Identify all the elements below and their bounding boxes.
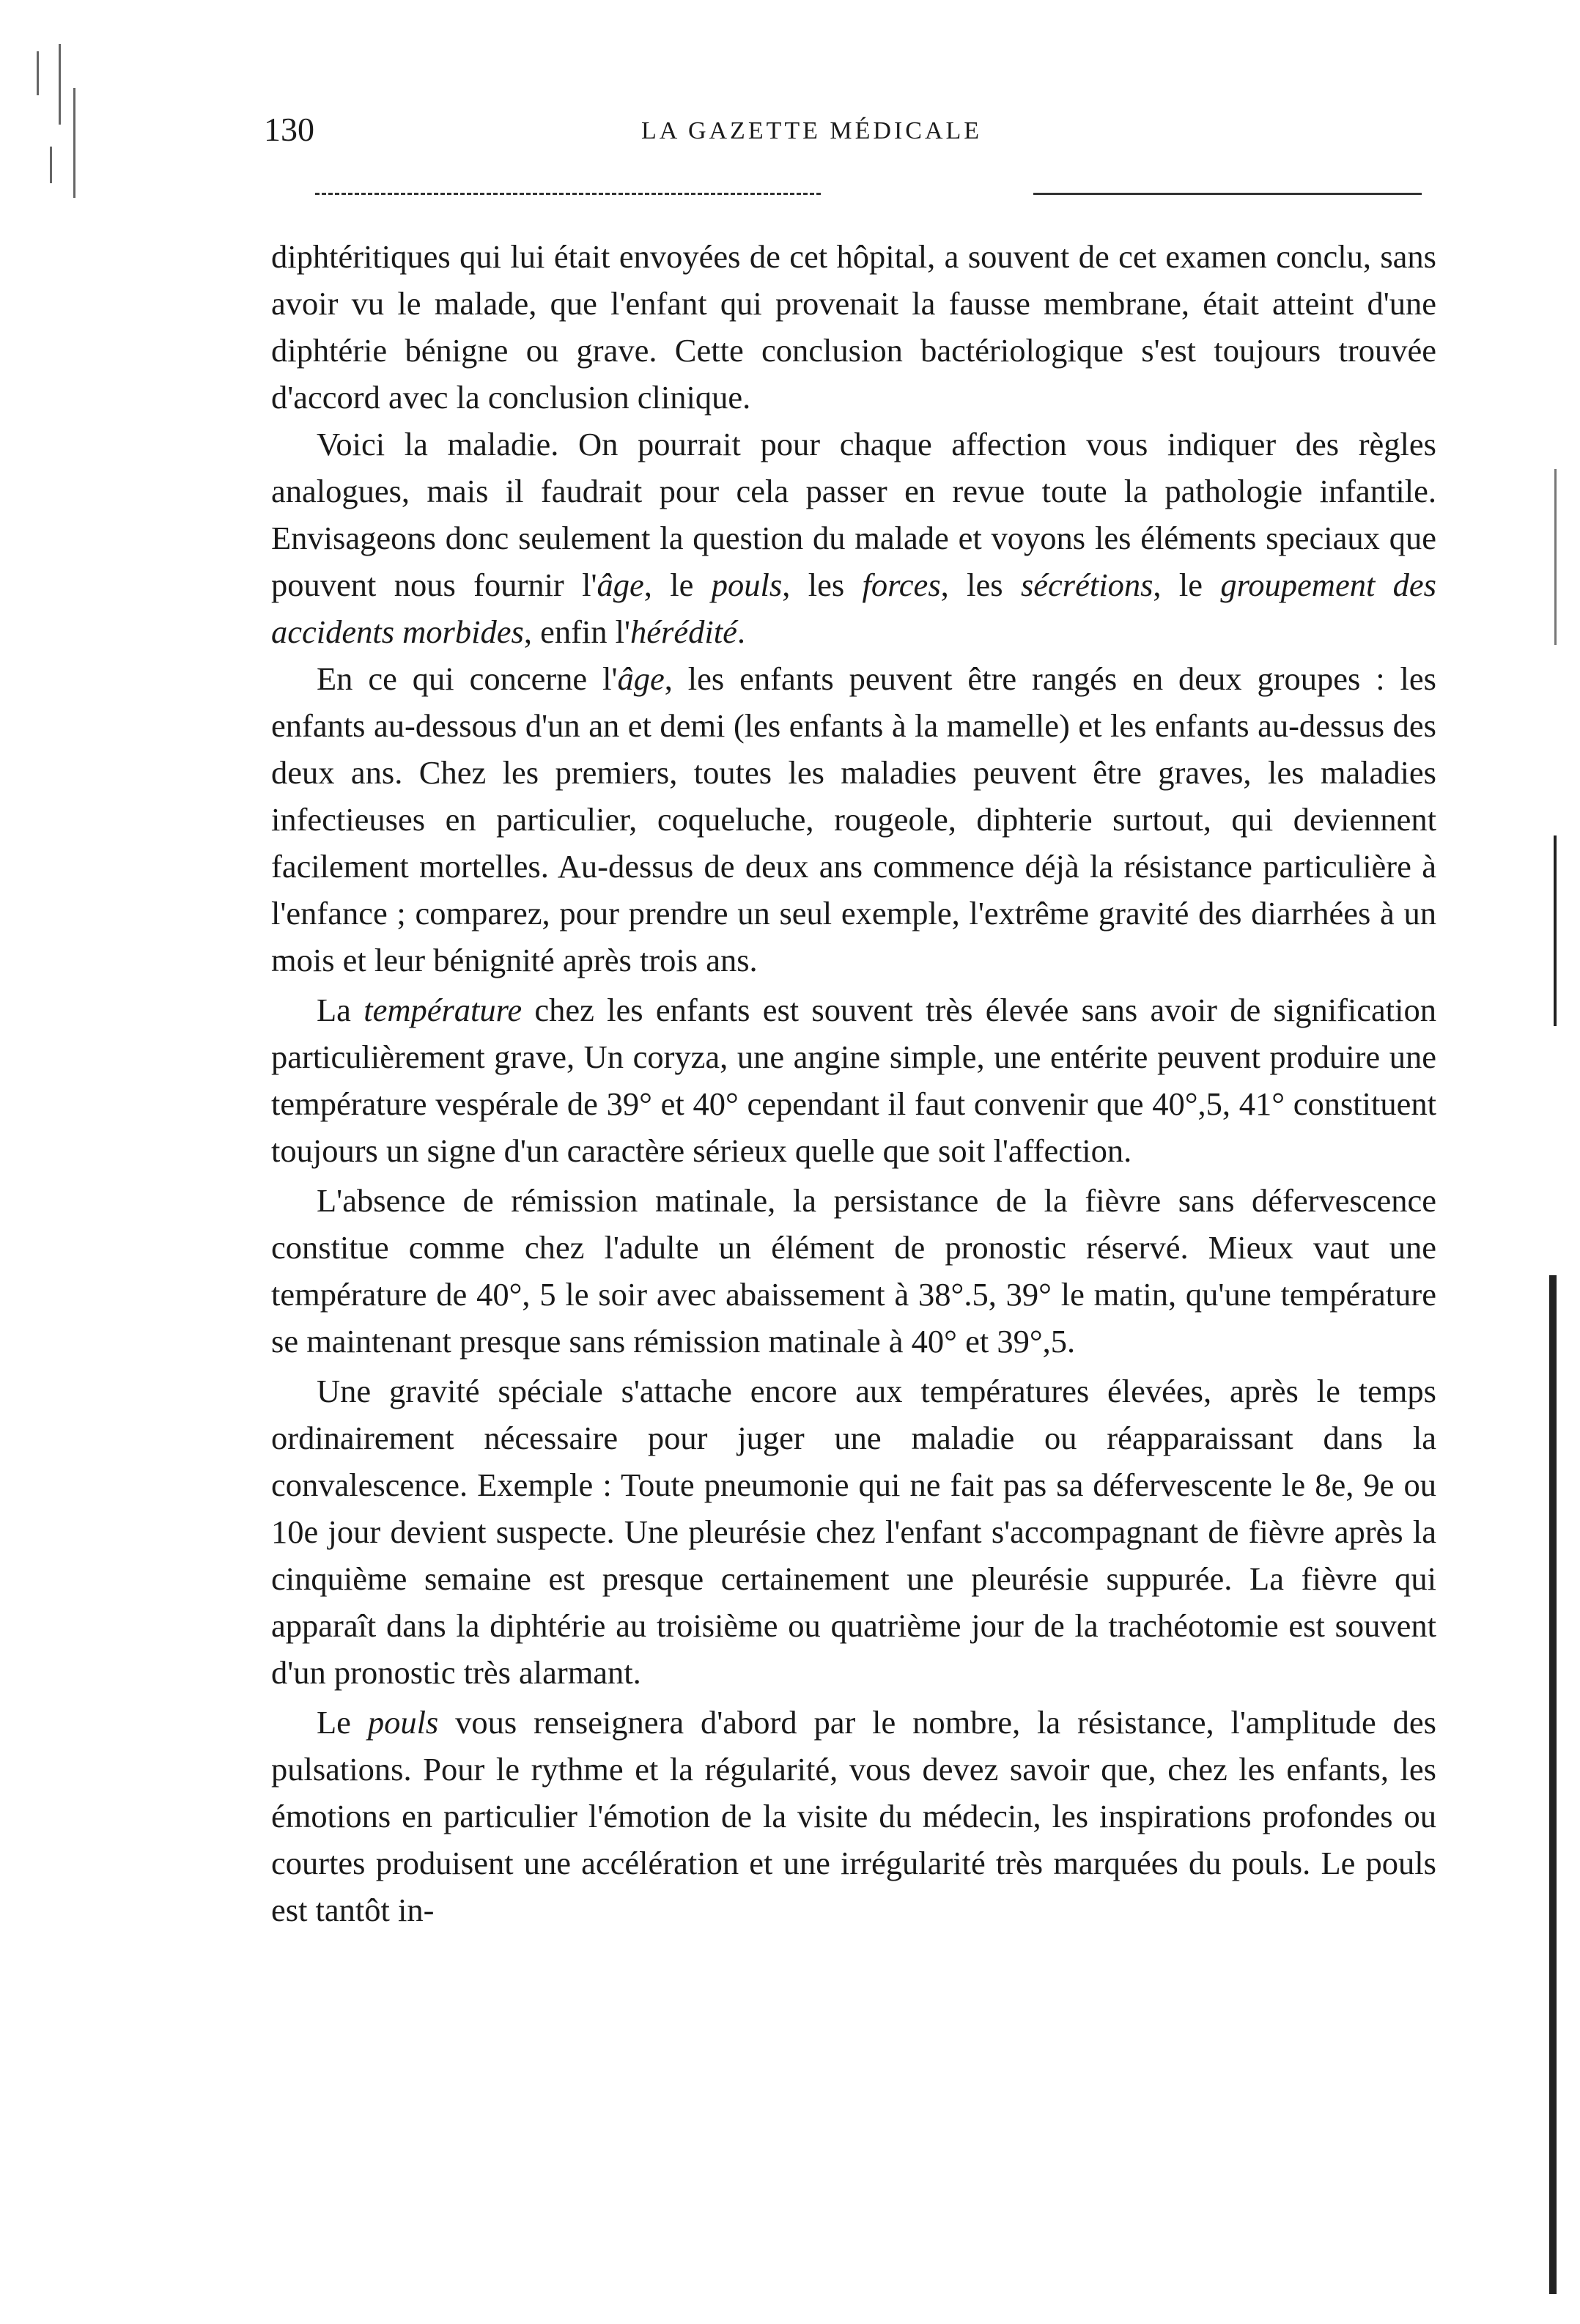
binding-edge-marks-right	[1528, 469, 1561, 2294]
comma: , enfin l'	[523, 613, 631, 650]
comma: , le	[1153, 567, 1221, 603]
comma: , les	[782, 567, 863, 603]
paragraph-7-text-b: vous renseignera d'abord par le nombre, la résistance, l'amplitude des pulsations. Pour le rythme et la régularité, vous devez savoir que, chez les enfants, les émotions en particulier l'émotion de la visite du médecin, les inspirations profondes ou courtes produisent une accélération et une irrégularité très marquées du pouls. Le pouls est tantôt in-	[271, 1704, 1436, 1928]
italic-forces: forces	[862, 567, 941, 603]
paragraph-7	[271, 1699, 1436, 1933]
period: .	[737, 613, 745, 650]
paragraph-4-text-b: chez les enfants est souvent très élevée sans avoir de signification particulièrement grave, Un coryza, une angine simple, une entérite peuvent produire une température vespérale de 39° et 40° cependant il faut convenir que 40°,5, 41° constituent toujours un signe d'un caractère sérieux quelle que soit l'affection.	[271, 992, 1437, 1169]
header-rule-left	[315, 193, 821, 195]
italic-secretions: sécrétions	[1020, 567, 1153, 603]
paragraph-3	[271, 655, 1436, 984]
paragraph-4-text-a: La	[317, 992, 364, 1028]
paragraph-3-text-b: , les enfants peuvent être rangés en deux groupes : les enfants au-dessous d'un an et demi (les enfants à la mamelle) et les enfants au-dessus des deux ans. Chez les premiers, toutes les maladies peuvent être graves, les maladies infectieuses en particulier, coqueluche, rougeole, diphterie surtout, qui deviennent facilement mortelles. Au-dessus de deux ans commence déjà la résistance particulière à l'enfance ; comparez, pour prendre un seul exemple, l'extrême gravité des diarrhées à un mois et leur bénignité après trois ans.	[271, 660, 1436, 978]
paragraph-2	[271, 421, 1436, 655]
italic-temperature: température	[363, 992, 523, 1028]
italic-groupement: groupement des accidents morbides	[271, 567, 1437, 650]
paragraph-1: diphtéritiques qui lui était envoyées de cet hôpital, a souvent de cet examen conclu, sans avoir vu le malade, que l'enfant qui provenait la fausse membrane, était atteint d'une diphtérie bénigne ou grave. Cette conclusion bactériologique s'est toujours trouvée d'accord avec la conclusion clinique.	[271, 238, 1436, 416]
page-header	[264, 110, 1436, 161]
running-title: LA GAZETTE MÉDICALE	[641, 117, 983, 144]
paragraph-3-text-a: En ce qui concerne l'	[317, 660, 618, 697]
italic-age-2: âge	[617, 660, 665, 697]
comma: , les	[940, 567, 1021, 603]
header-rule-right	[1033, 193, 1422, 195]
paragraph-4	[271, 986, 1436, 1174]
paragraph-7-text-a: Le	[317, 1704, 368, 1741]
italic-heredite: hérédité	[630, 613, 737, 650]
paragraph-2-text-a: Voici la maladie. On pourrait pour chaque affection vous indiquer des règles analogues, mais il faudrait pour cela passer en revue toute la pathologie infantile. Envisageons donc seulement la question du malade et voyons les éléments speciaux que pouvent nous fournir l'	[271, 426, 1436, 603]
italic-age: âge	[597, 567, 644, 603]
body-text	[271, 233, 1436, 1933]
paragraph-6: Une gravité spéciale s'attache encore aux températures élevées, après le temps ordinairement nécessaire pour juger une maladie ou réapparaissant dans la convalescence. Exemple : Toute pneumonie qui ne fait pas sa défervescente le 8e, 9e ou 10e jour devient suspecte. Une pleurésie chez l'enfant s'accompagnant de fièvre après la cinquième semaine est presque certainement une pleurésie suppurée. La fièvre qui apparaît dans la diphtérie au troisième ou quatrième jour de la trachéotomie est souvent d'un pronostic très alarmant.	[271, 1373, 1436, 1691]
page-number: 130	[264, 111, 314, 148]
paragraph-5: L'absence de rémission matinale, la persistance de la fièvre sans défervescence constitue comme chez l'adulte un élément de pronostic réservé. Mieux vaut une température de 40°, 5 le soir avec abaissement à 38°.5, 39° le matin, qu'une température se maintenant presque sans rémission matinale à 40° et 39°,5.	[271, 1182, 1436, 1360]
italic-pouls: pouls	[711, 567, 783, 603]
binding-edge-marks-left	[29, 44, 95, 264]
comma: , le	[643, 567, 712, 603]
italic-pouls-2: pouls	[367, 1704, 439, 1741]
